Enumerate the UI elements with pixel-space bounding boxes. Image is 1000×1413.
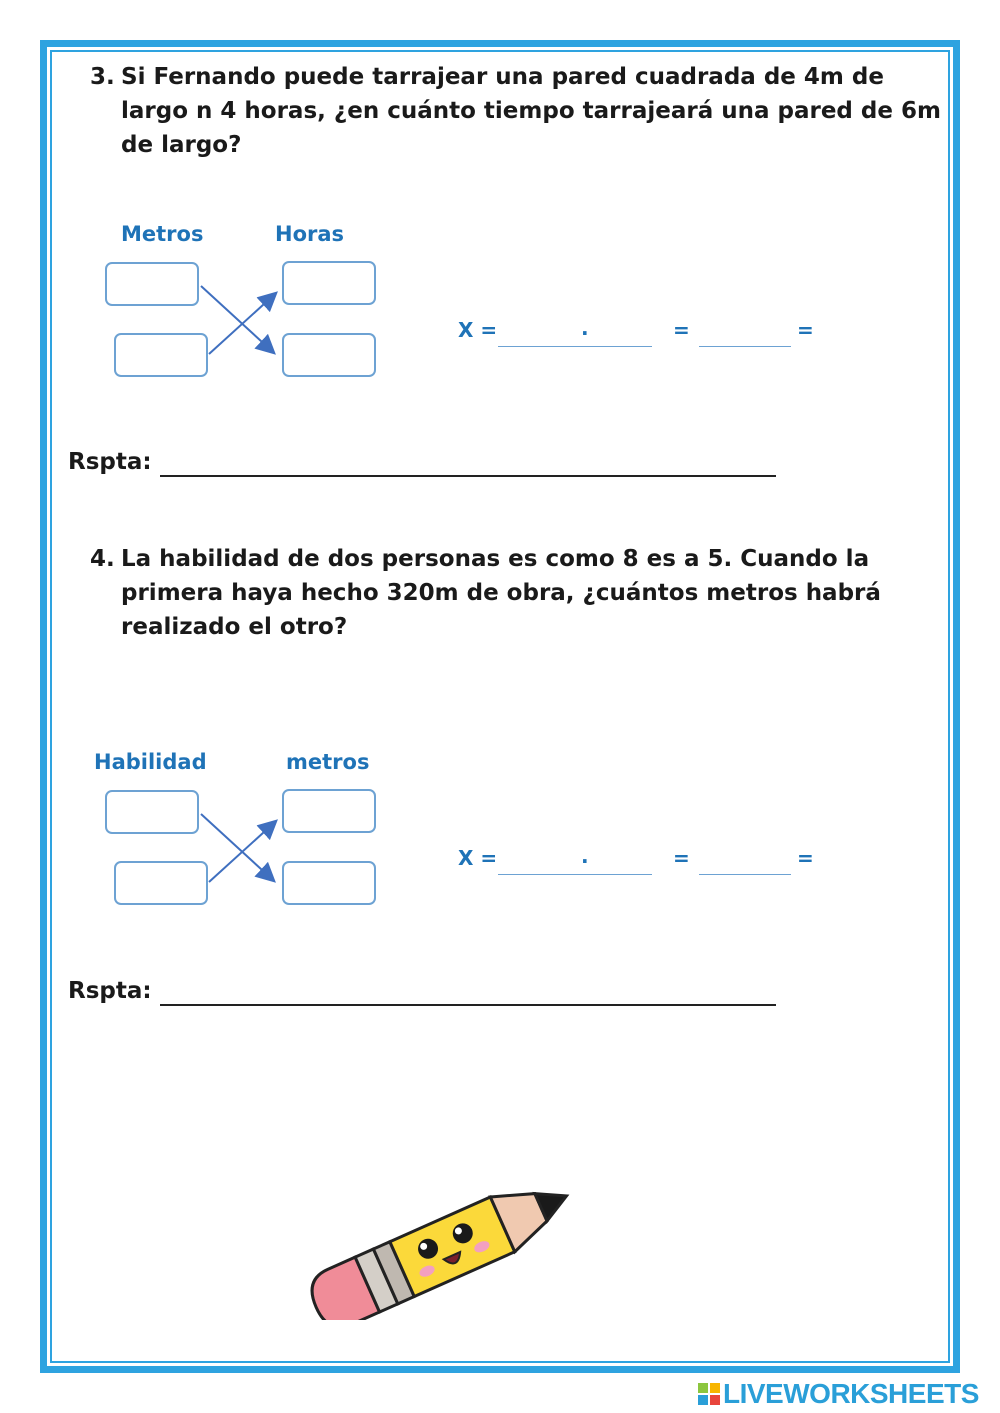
answer-line[interactable] (160, 475, 776, 477)
liveworksheets-logo (698, 1378, 979, 1410)
question-text-line: realizado el otro? (121, 614, 348, 640)
equals-sign: = (797, 318, 814, 342)
question-number: 3. (90, 64, 115, 90)
numerator-blank[interactable] (498, 874, 652, 875)
input-box-top-right[interactable] (282, 789, 376, 833)
input-box-bottom-left[interactable] (114, 861, 208, 905)
cross-arrows (195, 280, 285, 360)
question-text-line: primera haya hecho 320m de obra, ¿cuántos metros habrá (121, 580, 881, 606)
denominator-blank[interactable] (699, 346, 791, 347)
liveworksheets-logo-icon (698, 1383, 720, 1405)
denominator-blank[interactable] (699, 874, 791, 875)
equals-sign: = (673, 846, 690, 870)
input-box-top-left[interactable] (105, 790, 199, 834)
brand-text: LIVEWORKSHEETS (723, 1378, 979, 1409)
column-label-left: Habilidad (94, 750, 207, 774)
cross-arrows (195, 808, 285, 888)
input-box-bottom-left[interactable] (114, 333, 208, 377)
pencil-illustration (300, 1180, 590, 1320)
input-box-top-right[interactable] (282, 261, 376, 305)
multiply-dot: . (581, 316, 589, 340)
question-text-line: de largo? (121, 132, 242, 158)
equation-x-label: X = (458, 318, 498, 342)
input-box-top-left[interactable] (105, 262, 199, 306)
question-text-line: La habilidad de dos personas es como 8 es a 5. Cuando la (121, 546, 870, 572)
equals-sign: = (673, 318, 690, 342)
question-text-line: largo n 4 horas, ¿en cuánto tiempo tarrajeará una pared de 6m (121, 98, 941, 124)
numerator-blank[interactable] (498, 346, 652, 347)
equation-x-label: X = (458, 846, 498, 870)
input-box-bottom-right[interactable] (282, 333, 376, 377)
question-4 (90, 542, 950, 644)
answer-line[interactable] (160, 1004, 776, 1006)
multiply-dot: . (581, 844, 589, 868)
question-3 (90, 60, 950, 162)
column-label-left: Metros (121, 222, 204, 246)
input-box-bottom-right[interactable] (282, 861, 376, 905)
page-frame-inner (50, 50, 950, 1363)
question-text-line: Si Fernando puede tarrajear una pared cuadrada de 4m de (121, 64, 884, 90)
equals-sign: = (797, 846, 814, 870)
answer-label: Rspta: (68, 449, 152, 475)
column-label-right: metros (286, 750, 370, 774)
column-label-right: Horas (275, 222, 345, 246)
answer-label: Rspta: (68, 978, 152, 1004)
question-number: 4. (90, 546, 115, 572)
